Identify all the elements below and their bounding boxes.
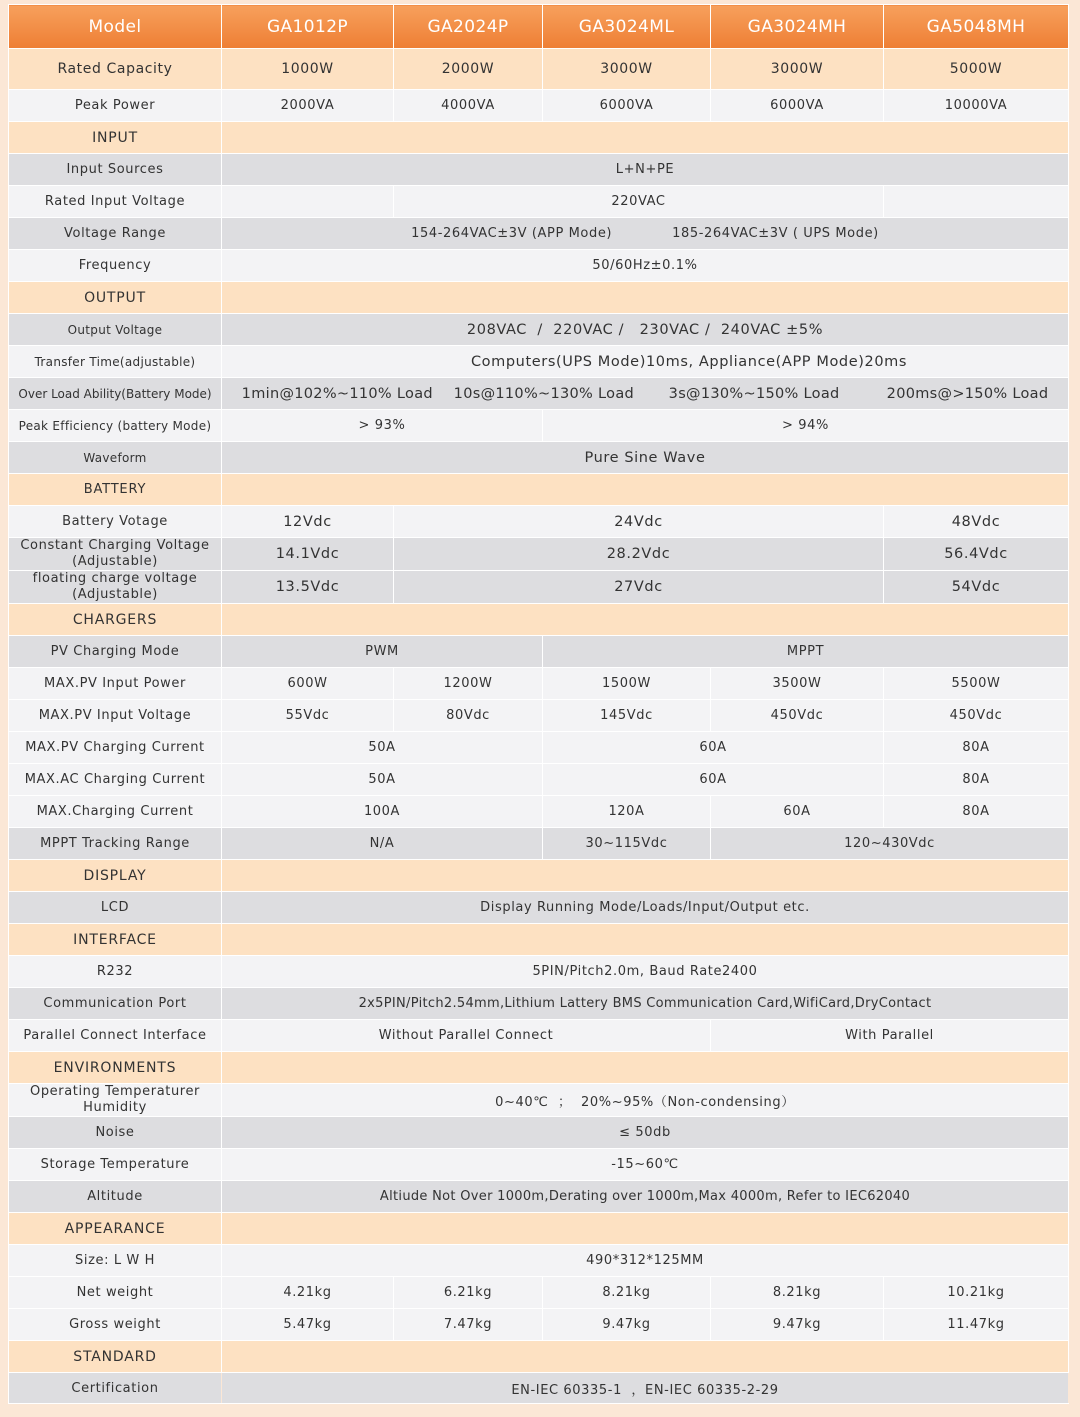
cell-value: 8.21kg <box>543 1277 711 1309</box>
row-label: MAX.PV Input Power <box>9 668 222 700</box>
certification-row <box>9 1373 1069 1404</box>
cell-value: 48Vdc <box>884 506 1069 538</box>
cell-value: 2x5PIN/Pitch2.54mm,Lithium Lattery BMS Communication Card,WifiCard,DryContact <box>222 988 1069 1020</box>
row-label: Peak Power <box>9 90 222 122</box>
row-label: Storage Temperature <box>9 1149 222 1181</box>
cell-value: 80Vdc <box>394 700 543 732</box>
section-title: DISPLAY <box>9 860 222 892</box>
cell-value: > 93% <box>222 410 543 442</box>
cell-value: 6000VA <box>543 90 711 122</box>
lcd-row <box>9 892 1069 924</box>
cell-value: 450Vdc <box>711 700 884 732</box>
section-title: INTERFACE <box>9 924 222 956</box>
cell-value: 5PIN/Pitch2.0m, Baud Rate2400 <box>222 956 1069 988</box>
cell-value: 24Vdc <box>394 506 884 538</box>
ac-current-row <box>9 764 1069 796</box>
row-label: PV Charging Mode <box>9 636 222 668</box>
model-name: GA5048MH <box>884 5 1069 49</box>
cell-value: 10.21kg <box>884 1277 1069 1309</box>
battery-voltage-row <box>9 506 1069 538</box>
cell-value: 13.5Vdc <box>222 571 394 604</box>
peak-power-row <box>9 90 1069 122</box>
row-label: R232 <box>9 956 222 988</box>
cell-value: 60A <box>543 764 884 796</box>
cell-value: 3000W <box>543 49 711 90</box>
section-title: ENVIRONMENTS <box>9 1052 222 1084</box>
row-label: Frequency <box>9 250 222 282</box>
pv-voltage-row <box>9 700 1069 732</box>
model-header: Model <box>9 5 222 49</box>
parallel-row <box>9 1020 1069 1052</box>
cell-value: 100A <box>222 796 543 828</box>
section-standard <box>9 1341 1069 1373</box>
overload-level: 10s@110%~130% Load <box>453 385 635 402</box>
pv-mode-row <box>9 636 1069 668</box>
cell-value: With Parallel <box>711 1020 1069 1052</box>
cell-value: 80A <box>884 732 1069 764</box>
operating-row <box>9 1084 1069 1117</box>
model-name: GA2024P <box>394 5 543 49</box>
section-input <box>9 122 1069 154</box>
cell-value: > 94% <box>543 410 1069 442</box>
cell-value: 5000W <box>884 49 1069 90</box>
cell-value: EN-IEC 60335-1 ，EN-IEC 60335-2-29 <box>222 1373 1069 1404</box>
overload-level: 200ms@>150% Load <box>886 385 1049 402</box>
section-title: BATTERY <box>9 474 222 506</box>
cell-value: 0~40℃ ； 20%~95%（Non-condensing） <box>222 1084 1069 1117</box>
charging-current-row <box>9 796 1069 828</box>
section-title: INPUT <box>9 122 222 154</box>
cell-value: 9.47kg <box>711 1309 884 1341</box>
cell-value: 14.1Vdc <box>222 538 394 571</box>
cell-value: 6.21kg <box>394 1277 543 1309</box>
over-load-row <box>9 378 1069 410</box>
section-chargers <box>9 604 1069 636</box>
row-label: LCD <box>9 892 222 924</box>
cell-value: N/A <box>222 828 543 860</box>
peak-efficiency-row <box>9 410 1069 442</box>
section-fill <box>222 122 1069 154</box>
row-label: Gross weight <box>9 1309 222 1341</box>
overload-level: 1min@102%~110% Load <box>241 385 433 402</box>
section-fill <box>222 474 1069 506</box>
row-label: Transfer Time(adjustable) <box>9 346 222 378</box>
cell-value: 120~430Vdc <box>711 828 1069 860</box>
cell-value: 1000W <box>222 49 394 90</box>
model-name: GA3024ML <box>543 5 711 49</box>
row-label: Rated Input Voltage <box>9 186 222 218</box>
section-fill <box>222 1213 1069 1245</box>
cell-value: 11.47kg <box>884 1309 1069 1341</box>
rated-input-voltage-row <box>9 186 1069 218</box>
row-label: Certification <box>9 1373 222 1404</box>
section-display <box>9 860 1069 892</box>
constant-charging-row <box>9 538 1069 571</box>
row-label: MAX.Charging Current <box>9 796 222 828</box>
section-battery <box>9 474 1069 506</box>
cell-value: 10000VA <box>884 90 1069 122</box>
cell-value: 5.47kg <box>222 1309 394 1341</box>
header-row <box>9 5 1069 49</box>
cell-value: 54Vdc <box>884 571 1069 604</box>
frequency-row <box>9 250 1069 282</box>
cell-value: 7.47kg <box>394 1309 543 1341</box>
output-voltage-row <box>9 314 1069 346</box>
row-label: Input Sources <box>9 154 222 186</box>
cell-value <box>222 218 1069 250</box>
ups-mode-range: 185-264VAC±3V ( UPS Mode) <box>672 226 879 241</box>
cell-value: 600W <box>222 668 394 700</box>
row-label: Voltage Range <box>9 218 222 250</box>
section-fill <box>222 282 1069 314</box>
row-label: Altitude <box>9 1181 222 1213</box>
storage-row <box>9 1149 1069 1181</box>
cell-value: 50A <box>222 732 543 764</box>
row-label: Waveform <box>9 442 222 474</box>
row-label: Size: L W H <box>9 1245 222 1277</box>
section-title: STANDARD <box>9 1341 222 1373</box>
cell-value: 28.2Vdc <box>394 538 884 571</box>
row-label: Net weight <box>9 1277 222 1309</box>
cell-value: 9.47kg <box>543 1309 711 1341</box>
mppt-range-row <box>9 828 1069 860</box>
pv-current-row <box>9 732 1069 764</box>
cell-value: 56.4Vdc <box>884 538 1069 571</box>
cell-value: 5500W <box>884 668 1069 700</box>
model-name: GA1012P <box>222 5 394 49</box>
cell-value: 145Vdc <box>543 700 711 732</box>
overload-level: 3s@130%~150% Load <box>668 385 840 402</box>
cell-value: 60A <box>543 732 884 764</box>
cell-value: 30~115Vdc <box>543 828 711 860</box>
row-label: Noise <box>9 1117 222 1149</box>
cell-value: 208VAC / 220VAC / 230VAC / 240VAC ±5% <box>222 314 1069 346</box>
section-title: CHARGERS <box>9 604 222 636</box>
section-title: OUTPUT <box>9 282 222 314</box>
row-label: Output Voltage <box>9 314 222 346</box>
cell-empty <box>222 186 394 218</box>
cell-value <box>222 378 1069 410</box>
row-label: Communication Port <box>9 988 222 1020</box>
section-environments <box>9 1052 1069 1084</box>
row-label: Battery Votage <box>9 506 222 538</box>
row-label: MAX.AC Charging Current <box>9 764 222 796</box>
section-fill <box>222 860 1069 892</box>
cell-value: 2000W <box>394 49 543 90</box>
cell-value: 12Vdc <box>222 506 394 538</box>
cell-value: 55Vdc <box>222 700 394 732</box>
cell-value: 1200W <box>394 668 543 700</box>
cell-value: 60A <box>711 796 884 828</box>
row-label: Rated Capacity <box>9 49 222 90</box>
net-weight-row <box>9 1277 1069 1309</box>
cell-value: 2000VA <box>222 90 394 122</box>
section-output <box>9 282 1069 314</box>
row-label: Peak Efficiency (battery Mode) <box>9 410 222 442</box>
cell-value: 3500W <box>711 668 884 700</box>
cell-value: ≤ 50db <box>222 1117 1069 1149</box>
cell-value: Display Running Mode/Loads/Input/Output etc. <box>222 892 1069 924</box>
cell-value: Altiude Not Over 1000m,Derating over 1000m,Max 4000m, Refer to IEC62040 <box>222 1181 1069 1213</box>
gross-weight-row <box>9 1309 1069 1341</box>
input-sources-row <box>9 154 1069 186</box>
cell-value: Computers(UPS Mode)10ms, Appliance(APP Mode)20ms <box>222 346 1069 378</box>
altitude-row <box>9 1181 1069 1213</box>
cell-value: Pure Sine Wave <box>222 442 1069 474</box>
waveform-row <box>9 442 1069 474</box>
row-label: MAX.PV Input Voltage <box>9 700 222 732</box>
cell-value: 50A <box>222 764 543 796</box>
row-label: Over Load Ability(Battery Mode) <box>9 378 222 410</box>
r232-row <box>9 956 1069 988</box>
cell-value: 220VAC <box>394 186 884 218</box>
section-fill <box>222 1052 1069 1084</box>
transfer-time-row <box>9 346 1069 378</box>
cell-value: 450Vdc <box>884 700 1069 732</box>
cell-value: 27Vdc <box>394 571 884 604</box>
size-row <box>9 1245 1069 1277</box>
cell-value: 490*312*125MM <box>222 1245 1069 1277</box>
cell-value: -15~60℃ <box>222 1149 1069 1181</box>
section-fill <box>222 924 1069 956</box>
pv-power-row <box>9 668 1069 700</box>
cell-value: 4000VA <box>394 90 543 122</box>
cell-value: MPPT <box>543 636 1069 668</box>
model-name: GA3024MH <box>711 5 884 49</box>
cell-value: Without Parallel Connect <box>222 1020 711 1052</box>
cell-value: 6000VA <box>711 90 884 122</box>
app-mode-range: 154-264VAC±3V (APP Mode) <box>411 226 613 241</box>
row-label: Constant Charging Voltage (Adjustable) <box>9 538 222 571</box>
comm-port-row <box>9 988 1069 1020</box>
spec-table <box>8 4 1069 1404</box>
row-label: Parallel Connect Interface <box>9 1020 222 1052</box>
cell-value: 50/60Hz±0.1% <box>222 250 1069 282</box>
section-interface <box>9 924 1069 956</box>
cell-value: 4.21kg <box>222 1277 394 1309</box>
section-fill <box>222 1341 1069 1373</box>
voltage-range-row <box>9 218 1069 250</box>
cell-empty <box>884 186 1069 218</box>
section-appearance <box>9 1213 1069 1245</box>
row-label: MPPT Tracking Range <box>9 828 222 860</box>
cell-value: 80A <box>884 764 1069 796</box>
section-fill <box>222 604 1069 636</box>
cell-value: 1500W <box>543 668 711 700</box>
cell-value: L+N+PE <box>222 154 1069 186</box>
cell-value: 8.21kg <box>711 1277 884 1309</box>
cell-value: 3000W <box>711 49 884 90</box>
row-label: MAX.PV Charging Current <box>9 732 222 764</box>
section-title: APPEARANCE <box>9 1213 222 1245</box>
rated-capacity-row <box>9 49 1069 90</box>
row-label: floating charge voltage (Adjustable) <box>9 571 222 604</box>
noise-row <box>9 1117 1069 1149</box>
floating-charge-row <box>9 571 1069 604</box>
cell-value: 80A <box>884 796 1069 828</box>
cell-value: PWM <box>222 636 543 668</box>
cell-value: 120A <box>543 796 711 828</box>
row-label: Operating Temperaturer Humidity <box>9 1084 222 1117</box>
